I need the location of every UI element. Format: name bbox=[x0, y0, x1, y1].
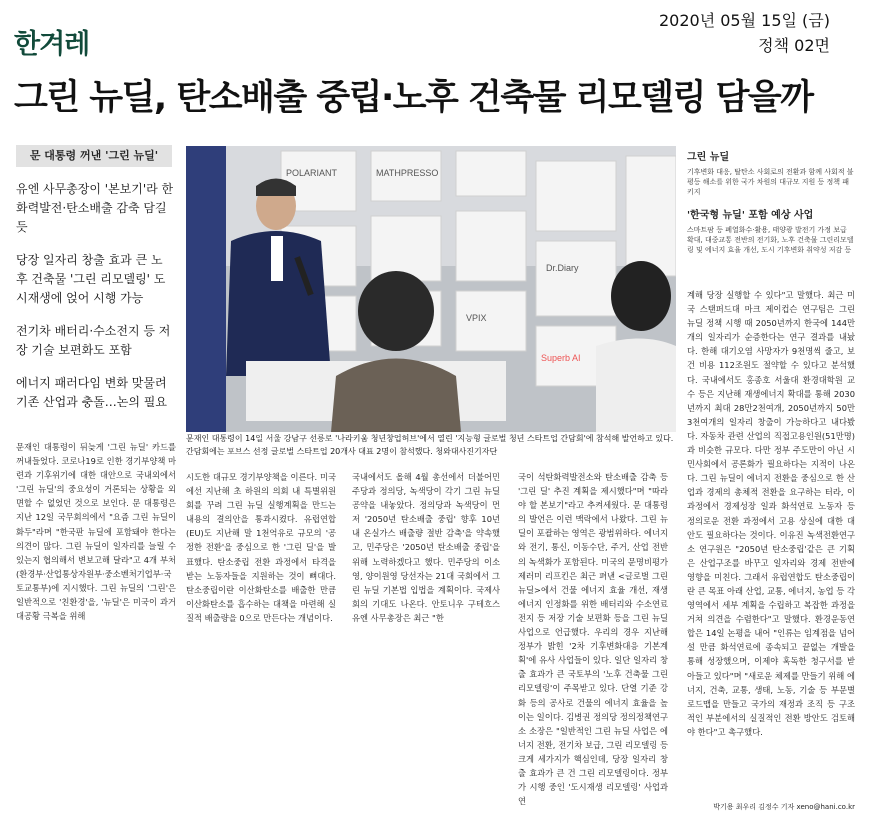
sign-label: VPIX bbox=[466, 313, 487, 323]
sidebar-title-projects: '한국형 뉴딜' 포함 예상 사업 bbox=[687, 210, 814, 221]
sidebar-title-green-new-deal: 그린 뉴딜 bbox=[687, 152, 730, 163]
sign-label: Dr.Diary bbox=[546, 263, 579, 273]
newspaper-logo: 한겨레 bbox=[14, 29, 90, 60]
caption-text: 문재인 대통령이 14일 서울 강남구 선릉로 '나라키움 청년창업허브'에서 열린 '지능형 글로벌 청년 스타트업 간담회'에 참석해 발언하고 있다. 간담회에는 포브스 선정 글로벌 스타트업 20개사 대표 2명이 참석했다. bbox=[186, 434, 674, 456]
subhead-item: 유엔 사무총장이 '본보기'라 한 화력발전·탄소배출 감축 담길듯 bbox=[16, 182, 174, 234]
photo-credit: 청와대사진기자단 bbox=[435, 447, 498, 456]
subhead-box: 문 대통령 꺼낸 '그린 뉴딜' bbox=[16, 145, 172, 167]
news-photo bbox=[186, 146, 676, 432]
sign-label: POLARIANT bbox=[286, 168, 338, 178]
section-page: 정책 02면 bbox=[758, 36, 830, 55]
headline: 그린 뉴딜, 탄소배출 중립·노후 건축물 리모델링 담을까 bbox=[14, 78, 813, 118]
subhead-item: 에너지 패러다임 변화 맞물려 기존 산업과 충돌…논의 필요 bbox=[16, 376, 167, 409]
issue-date: 2020년 05월 15일 (금) bbox=[658, 11, 830, 30]
sidebar-definition: 기후변화 대응, 탈탄소 사회로의 전환과 함께 사회적 불평등 해소를 위한 국가 차원의 대규모 지원 등 정책 패키지 bbox=[687, 168, 854, 196]
info-sidebar bbox=[687, 148, 855, 264]
sign-label: Superb AI bbox=[541, 353, 581, 363]
subhead-list bbox=[16, 180, 174, 426]
subhead-item: 전기차 배터리·수소전지 등 저장 기술 보편화도 포함 bbox=[16, 324, 171, 357]
subhead-item: 당장 일자리 창출 효과 큰 노후 건축물 '그린 리모델링' 도시재생에 얹어 시행 가능 bbox=[16, 253, 166, 305]
photo-caption bbox=[186, 432, 674, 458]
article-column-3: 국내에서도 올해 4월 총선에서 더불어민주당과 정의당, 녹색당이 각기 그린 뉴딜 공약을 내놓았다. 정의당과 녹색당이 먼저 '2050년 탄소배출 중립' 향후 10년 내 온실가스 배출량 절반 감축'을 약속했고, 민주당은 '2050년 탄소배출 중립'을 위해 노력하겠다고 했다. 민주당의 이소영, 양이원영 당선자는 21대 국회에서 그린 뉴딜 기본법 입법을 계획이다. 국제사회의 기대도 나온다. 안토니우 구테흐스 유엔 사무총장은 최근 "한 bbox=[352, 472, 500, 623]
article-column-2: 시도한 대규모 경기부양책을 이른다. 미국에선 지난해 초 하원의 의회 내 특별위원회를 꾸려 그린 뉴딜 실행계획을 만드는 내용의 결의안을 통과시켰다. 유럽연합(EU)도 지난해 말 1천억유로 규모의 '공정한 전환'을 중심으로 한 '그린 딜'을 발표했다. 탄소중립 전환 과정에서 타격을 받는 노동자들을 지원하는 것이 뼈대다. 탄소중립이란 이산화탄소를 배출한 만큼 이산화탄소를 흡수하는 대책을 마련해 실질적 배출량을 0으로 만든다는 개념이다. bbox=[186, 472, 336, 623]
sidebar-project-list: 스마트팜 등 폐열화수·활용, 태양광 발전기 가정 보급 확대, 대중교통 전반의 전기화, 노후 건축물 그린리모델링 및 에너지 효율 개선, 도시 기후변화 취약성 저감 등 bbox=[687, 226, 854, 254]
article-column-5: 계해 당장 실행할 수 있다"고 말했다. 최근 미국 스탠퍼드대 마크 제이컵슨 연구팀은 그린 뉴딜 정책 시행 때 2050년까지 한국에 144만개의 일자리가 순증한다는 연구 결과를 내놨다. 한해 대기오염 사망자가 9천명씩 줄고, 보건 비용 112조원도 절약할 수 있다고 분석했다. 국내에서도 홍종호 서울대 환경대학원 교수 등은 지난해 재생에너지 확대를 통해 2030년까지 최대 28만2천여개, 2050년까지 50만3천여개의 일자리 창출이 가능하다고 내다봤다. 자동차 관련 산업의 직접고용인원(51만명)과 비슷한 규모다. 다만 정부 주도만이 아닌 시민사회에서 공론화가 필요하다는 지적이 나온다. 그린 뉴딜이 에너지 전환을 중심으로 한 산업과 경제의 총체적 전환을 요구하는 터라, 이 과정에서 경제성장 일과 화석연료 노동자 등 정의로운 전환 과정에서 고용 상실에 대한 대안도 필요하다는 것이다. 이유진 녹색전환연구소 연구원은 "2050년 탄소중립'같은 큰 기획은 산업구조를 바꾸고 일자리와 경제 전반에 영향을 미친다. 그래서 유럽연합도 탄소중립이란 큰 목표 아래 산업, 교통, 에너지, 농업 등 각 영역에서 세부 계획을 수립하고 복잡한 과정을 거쳐 의견을 수렴한다"고 말했다. 환경운동연합은 14일 논평을 내어 "인류는 임계점을 넘어설 만큼 화석연료에 종속되고 끝없는 개발을 통해 성장했으며, 이제야 혹독한 청구서를 받아들고 있다"며 "새로운 체제를 만들기 위해 에너지, 건축, 교통, 생태, 노동, 기술 등 부문별 로드맵을 만들고 국가의 재정과 조직 등 구조적인 부분에서의 실질적인 전환 방안도 검토해야 한다"고 촉구했다. bbox=[687, 290, 855, 737]
byline: 박기용 최우리 김정수 기자 xeno@hani.co.kr bbox=[713, 803, 855, 811]
sign-label: MATHPRESSO bbox=[376, 168, 439, 178]
article-column-1: 문재인 대통령이 뒤늦게 '그린 뉴딜' 카드를 꺼내들었다. 코로나19로 인한 경기부양책 마련과 기후위기에 대한 대안으로 국내외에서 '그린 뉴딜'의 중요성이 거론되는 상황을 외면할 수 없었던 것으로 보인다. 문 대통령은 지난 12일 국무회의에서 "요즘 그린 뉴딜이 화두"라며 "한국판 뉴딜에 포함돼야 한다는 의견이 많다. 그린 뉴딜이 일자리를 늘릴 수 있는지 협의해서 변보고해 달라"고 4개 부처(환경부·산업통상자원부·중소벤처기업부·국토교통부)에 지시했다. 그린 뉴딜의 '그린'은 일반적으로 '친환경'을, '뉴딜'은 미국이 과거 대공황 극복을 위해 bbox=[16, 442, 176, 622]
article-column-4: 국이 석탄화력발전소와 탄소배출 감축 등 '그린 딜' 추진 계획을 제시했다"며 "따라야 할 본보기"라고 추켜세웠다. 문 대통령의 발언은 이런 맥락에서 나왔다. 그린 뉴딜이 포괄하는 영역은 광범위하다. 에너지와 전기, 통신, 이동수단, 주거, 산업 전반의 녹색화가 포함된다. 미국의 문명비평가 제러미 리프킨은 최근 펴낸 <글로벌 그린 뉴딜>에서 건물 에너지 효율 개선, 재생에너지 인정화를 위한 배터리와 수소연료전지 등 저장 기술 보편화 등을 그린 뉴딜 사업으로 언급했다. 우리의 경우 지난해 정부가 밝힌 '2차 기후변화대응 기본계획'에 유사 사업들이 있다. 일단 일자리 창출 효과가 큰 국토부의 '노후 건축물 그린 리모델링'이 주목받고 있다. 단열 기준 강화 등의 공사로 건물의 에너지 효율을 높이는 일이다. 김병권 정의당 정의정책연구소 소장은 "일반적인 그린 뉴딜 사업은 에너지 전환, 전기차 보급, 그린 리모델링 등 크게 세가지가 핵심인데, 당장 일자리 창출 효과가 큰 건 그린 리모델링이다. 정부가 시행 중인 '도시재생 리모델링' 사업과 연 bbox=[518, 472, 668, 807]
photo-illustration bbox=[186, 146, 676, 432]
